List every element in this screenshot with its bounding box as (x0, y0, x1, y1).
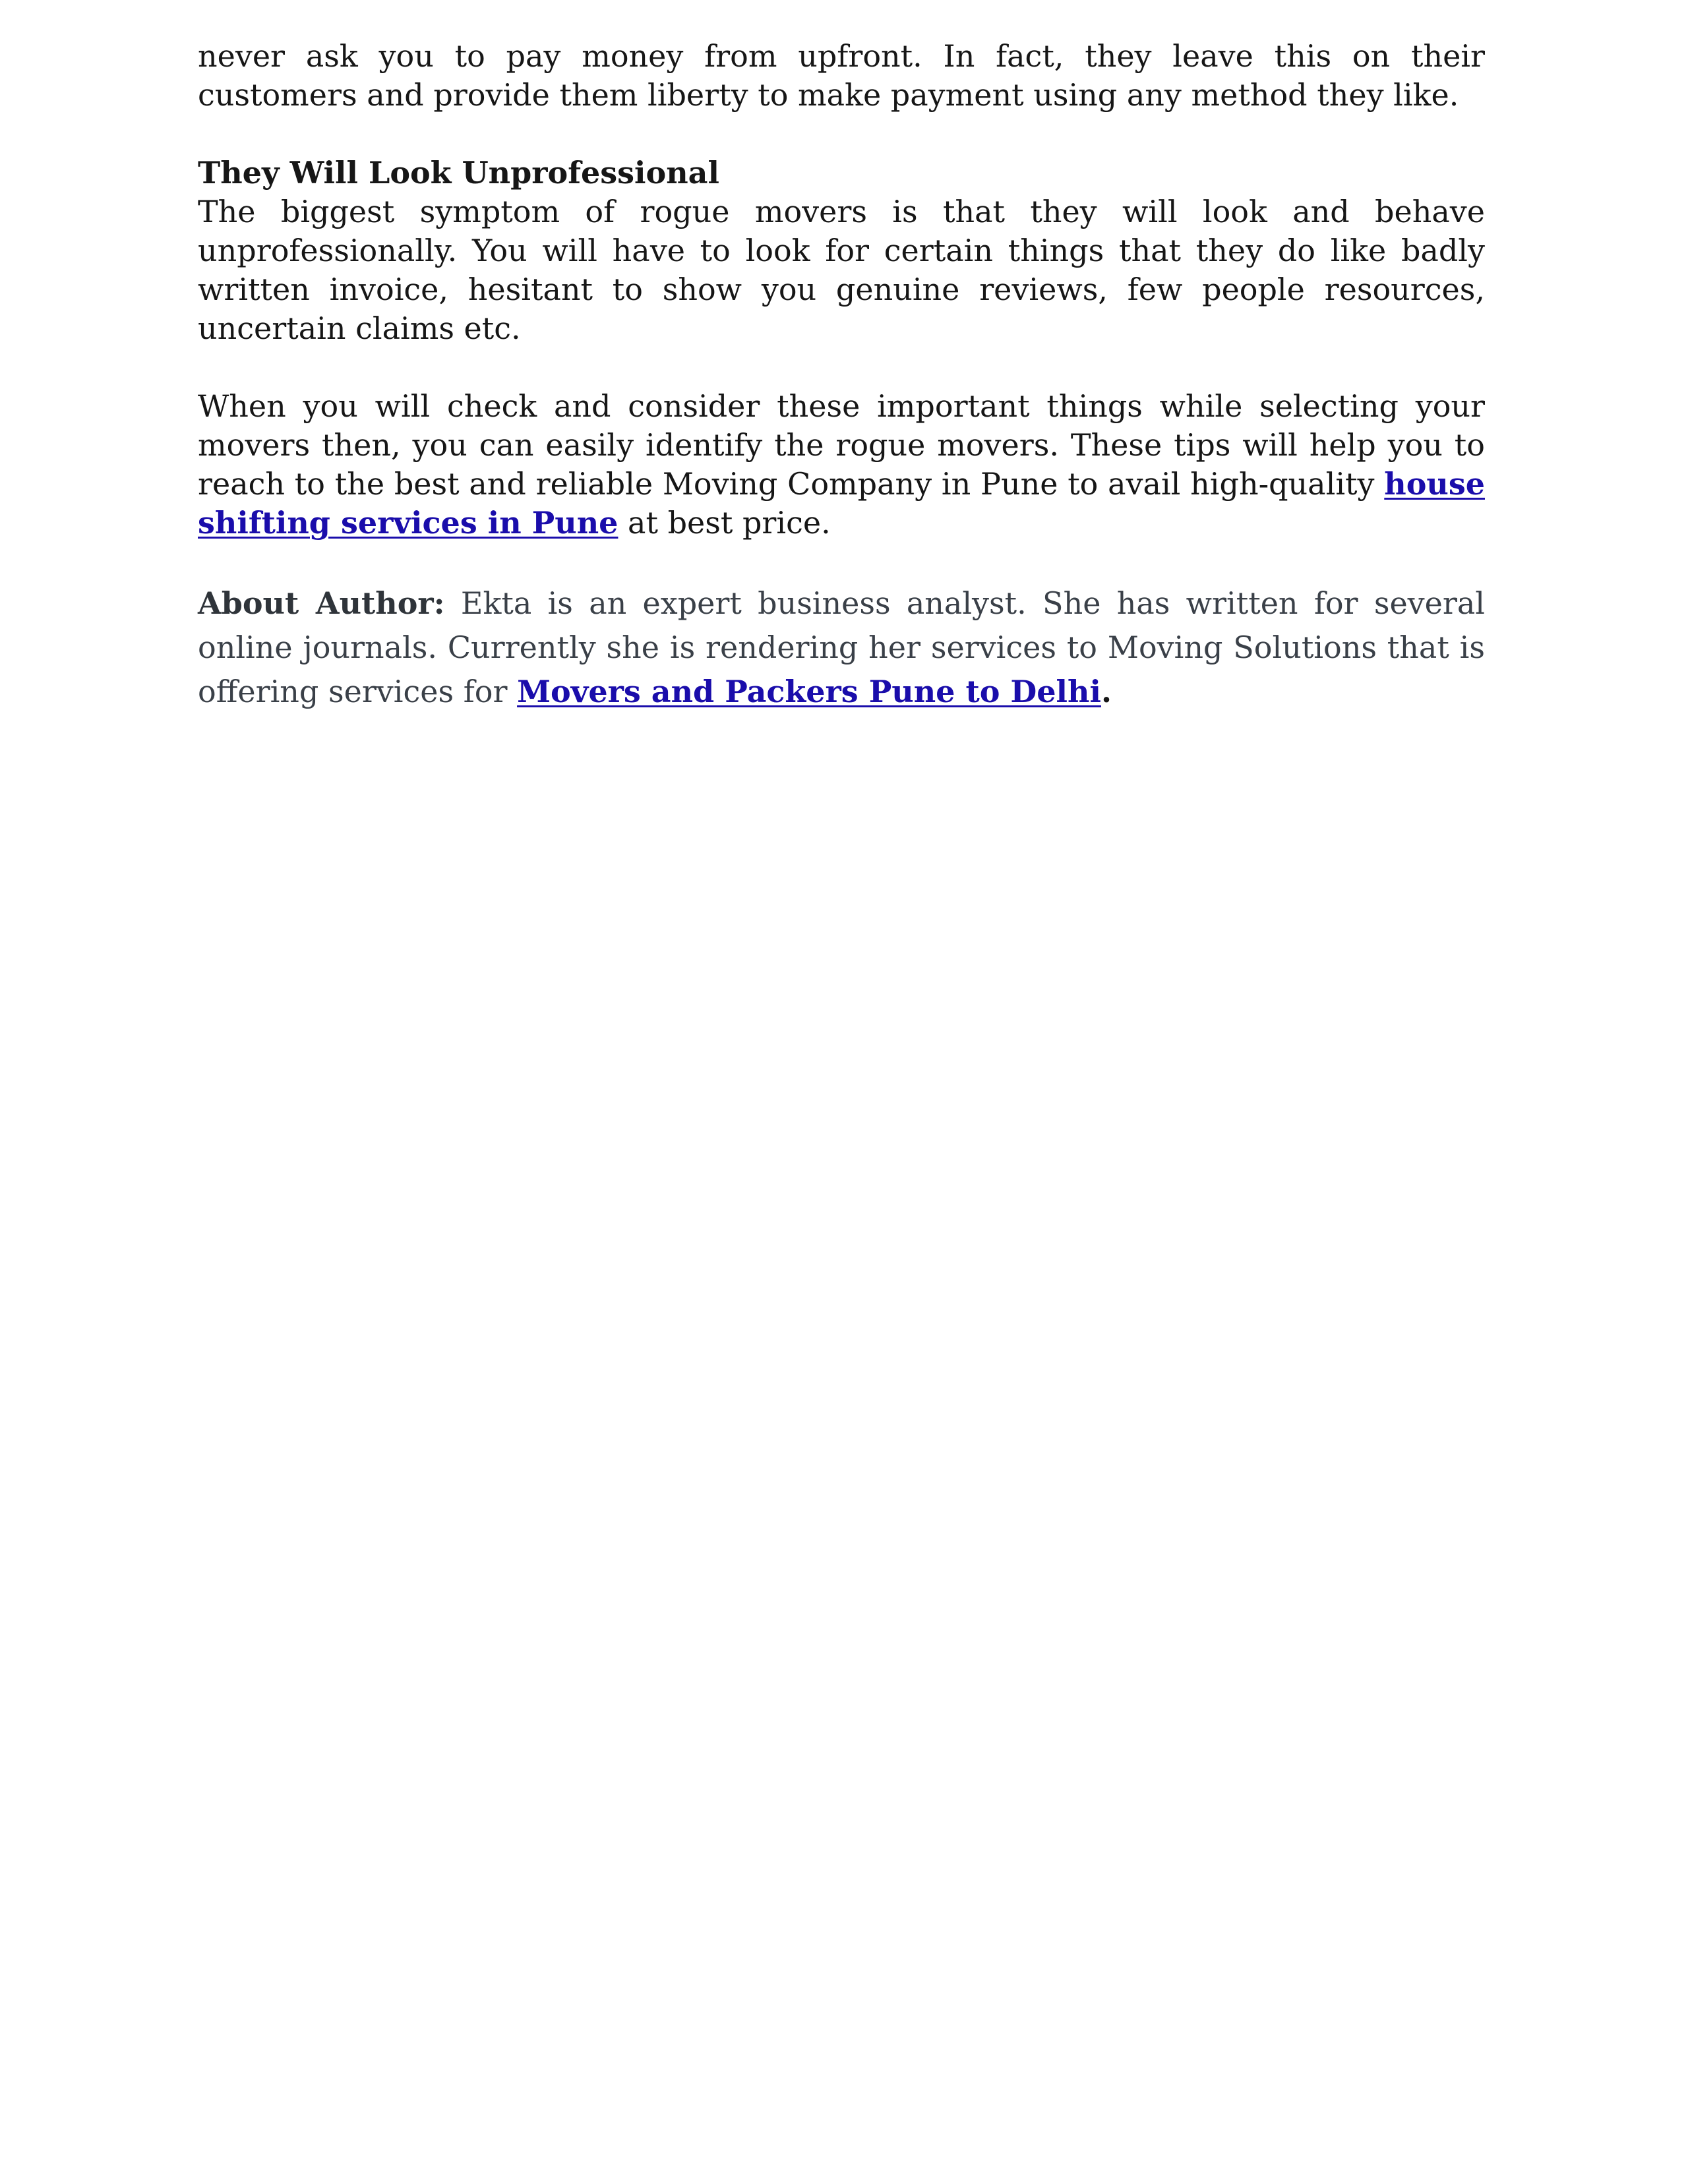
section-paragraph: The biggest symptom of rogue movers is that they will look and behave unprofessionally. You will have to look for certain things that they do like badly written invoice, hesitant to show you genuine reviews, few people resources, uncertain claims etc. (198, 194, 1485, 346)
conclusion-tail: at best price. (618, 505, 831, 541)
about-author-label: About Author: (198, 585, 445, 621)
about-author-text: Ekta is an expert business analyst. She has written for several online journals. Currently she is rendering her services to Moving Solutions that is offering services for (198, 585, 1485, 709)
intro-paragraph: never ask you to pay money from upfront. In fact, they leave this on their customers and provide them liberty to make payment using any method they like. (198, 38, 1485, 113)
document-content (198, 37, 1485, 714)
about-author-period: . (1100, 674, 1112, 709)
about-author-paragraph (198, 581, 1485, 714)
conclusion-text: When you will check and consider these important things while selecting your movers then, you can easily identify the rogue movers. These tips will help you to reach to the best and reliable Moving Company in Pune to avail high-quality (198, 388, 1485, 502)
house-shifting-link[interactable]: house shifting services in Pune (198, 466, 1485, 541)
conclusion-paragraph (198, 387, 1485, 543)
movers-packers-link[interactable]: Movers and Packers Pune to Delhi (517, 674, 1101, 709)
section-heading: They Will Look Unprofessional (198, 155, 719, 191)
paragraph-spacer (198, 543, 1485, 581)
paragraph-spacer (198, 348, 1485, 387)
paragraph-spacer (198, 115, 1485, 154)
